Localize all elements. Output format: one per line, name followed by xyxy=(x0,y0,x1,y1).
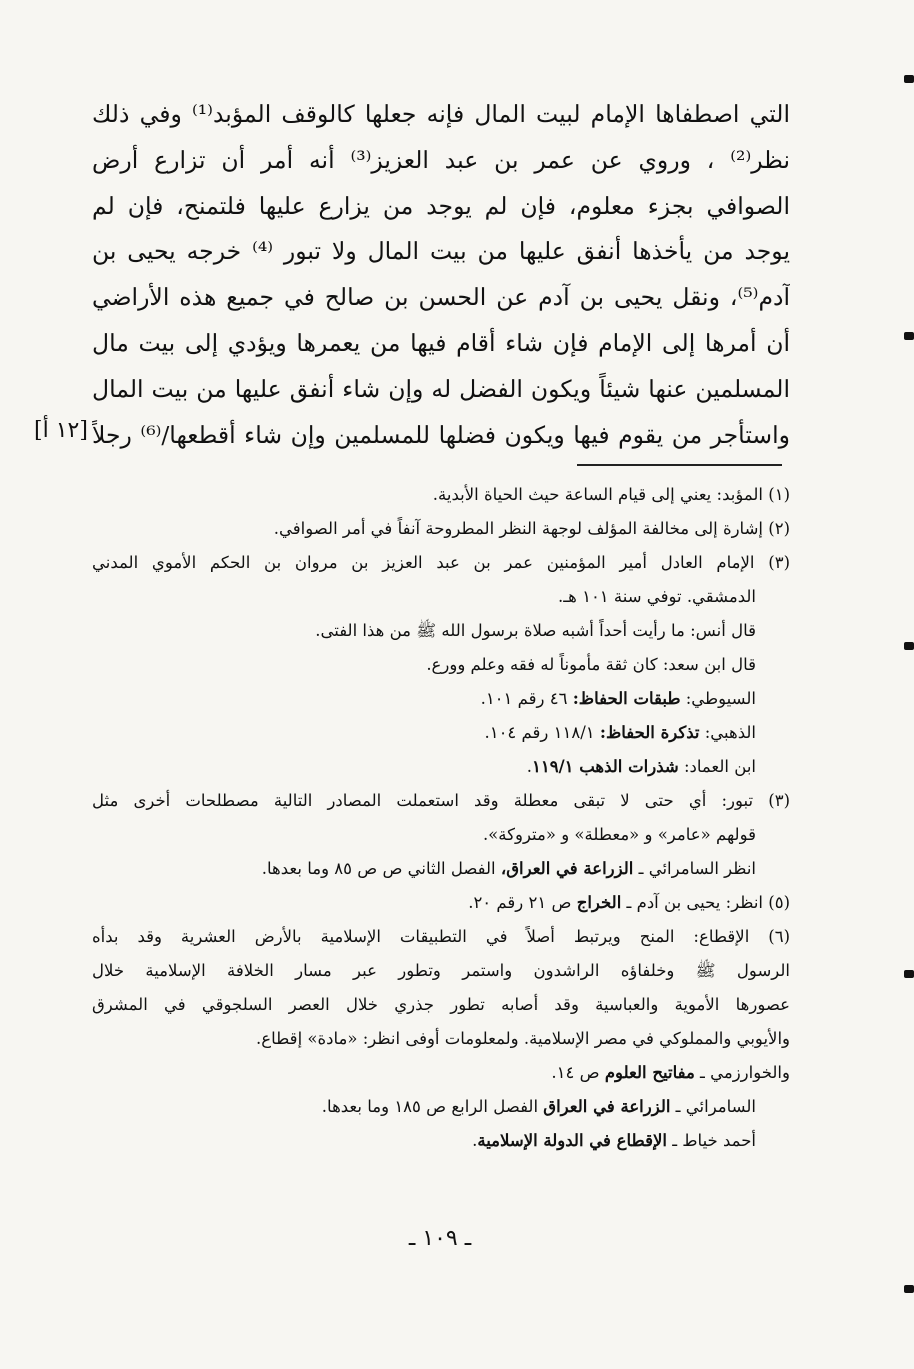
footnotes-block xyxy=(92,478,790,1158)
main-line-7: المسلمين عنها شيئاً ويكون الفضل له وإن شاء أنفق عليها من بيت المال xyxy=(92,374,790,403)
footnote-6-ref-samarrai xyxy=(92,1090,790,1124)
footnote-4-ref xyxy=(92,852,790,886)
main-line-3: الصوافي بجزء معلوم، فإن لم يوجد من يزارع عليها فلتمنح، فإن لم xyxy=(92,191,790,220)
footnote-3-line-2: الدمشقي. توفي سنة ١٠١ هـ. xyxy=(558,587,756,606)
ref-detail: . xyxy=(526,757,532,776)
scan-edge-mark xyxy=(904,75,914,83)
ref-detail: ص ١٤. xyxy=(551,1063,605,1082)
ref-detail: . xyxy=(472,1131,478,1150)
footnote-3-quote-anas: قال أنس: ما رأيت أحداً أشبه صلاة برسول الله ﷺ من هذا الفتى. xyxy=(315,621,756,640)
main-line-2: نظر⁽²⁾ ، وروي عن عمر بن عبد العزيز⁽³⁾ أنه أمر أن تزارع أرض xyxy=(92,145,790,174)
main-line-6: أن أمرها إلى الإمام فإن شاء أقام فيها من يعمرها ويؤدي إلى بيت مال xyxy=(92,328,790,357)
scan-edge-mark xyxy=(904,1285,914,1293)
main-text-block xyxy=(92,92,790,458)
ref-author: أحمد خياط ـ xyxy=(666,1131,756,1150)
footnote-3-quote-ibn-saad: قال ابن سعد: كان ثقة مأموناً له فقه وعلم وورع. xyxy=(426,655,756,674)
footnote-3-ref-suyuti xyxy=(92,682,790,716)
footnote-2: (٢) إشارة إلى مخالفة المؤلف لوجهة النظر المطروحة آنفاً في أمر الصوافي. xyxy=(273,519,790,538)
ref-author: والخوارزمي ـ xyxy=(694,1063,790,1082)
ref-title: الزراعة في العراق xyxy=(543,1097,671,1116)
scan-edge-mark xyxy=(904,332,914,340)
footnote-3-ref-ibn-imad xyxy=(92,750,790,784)
ref-title: الإقطاع في الدولة الإسلامية xyxy=(477,1131,667,1150)
ref-title: الخراج xyxy=(576,893,622,912)
ref-title: الزراعة في العراق، xyxy=(500,859,634,878)
footnote-5 xyxy=(92,886,790,920)
ref-detail: الفصل الثاني ص ص ٨٥ وما بعدها. xyxy=(261,859,501,878)
ref-title: شذرات الذهب ١١٩/١ xyxy=(531,757,679,776)
ref-author: (٥) انظر: يحيى بن آدم ـ xyxy=(621,893,790,912)
footnote-6-line-3: عصورها الأموية والعباسية وقد أصابه تطور جذري خلال العصر السلجوقي في المشرق xyxy=(92,995,790,1014)
footnote-3-ref-dhahabi xyxy=(92,716,790,750)
footnote-1: (١) المؤبد: يعني إلى قيام الساعة حيث الحياة الأبدية. xyxy=(432,485,790,504)
page-number: ـ ١٠٩ ـ xyxy=(408,1226,472,1251)
ref-author: انظر السامرائي ـ xyxy=(633,859,756,878)
ref-author: الذهبي: xyxy=(699,723,756,742)
ref-title: تذكرة الحفاظ: xyxy=(599,723,700,742)
ref-author: ابن العماد: xyxy=(678,757,756,776)
footnote-6-ref-khayyat xyxy=(92,1124,790,1158)
ref-detail: ص ٢١ رقم ٢٠. xyxy=(468,893,577,912)
footnote-6-ref-khwarizmi xyxy=(92,1056,790,1090)
scan-edge-mark xyxy=(904,642,914,650)
ref-detail: ١١٨/١ رقم ١٠٤. xyxy=(484,723,600,742)
ref-title: مفاتيح العلوم xyxy=(604,1063,695,1082)
main-line-1: التي اصطفاها الإمام لبيت المال فإنه جعلها كالوقف المؤبد⁽¹⁾ وفي ذلك xyxy=(92,100,790,128)
ref-detail: الفصل الرابع ص ١٨٥ وما بعدها. xyxy=(321,1097,544,1116)
main-line-8: واستأجر من يقوم فيها ويكون فضلها للمسلمين وإن شاء أقطعها/⁽⁶⁾ رجلاً xyxy=(92,420,790,449)
footnote-4-line-2: قولهم «عامر» و «معطلة» و «متروكة». xyxy=(482,825,756,844)
scan-edge-mark xyxy=(904,970,914,978)
main-line-4: يوجد من يأخذها أنفق عليها من بيت المال ولا تبور ⁽⁴⁾ خرجه يحيى بن xyxy=(92,237,790,266)
footnote-separator xyxy=(577,464,782,466)
footnote-6-line-4: والأيوبي والمملوكي في مصر الإسلامية. ولمعلومات أوفى انظر: «مادة» إقطاع. xyxy=(256,1029,790,1048)
footnote-6-line-1: (٦) الإقطاع: المنح ويرتبط أصلاً في التطبيقات الإسلامية بالأرض العشرية وقد بدأه xyxy=(92,927,790,946)
footnote-4-line-1: (٣) تبور: أي حتى لا تبقى معطلة وقد استعملت المصادر التالية مصطلحات أخرى مثل xyxy=(92,791,790,810)
manuscript-folio-reference: [١٢ أ] xyxy=(34,418,88,443)
ref-author: السامرائي ـ xyxy=(670,1097,756,1116)
main-line-5: آدم⁽⁵⁾، ونقل يحيى بن آدم عن الحسن بن صالح في جميع هذه الأراضي xyxy=(92,283,790,312)
ref-detail: ٤٦ رقم ١٠١. xyxy=(480,689,573,708)
ref-author: السيوطي: xyxy=(680,689,756,708)
ref-title: طبقات الحفاظ: xyxy=(572,689,681,708)
footnote-3-line-1: (٣) الإمام العادل أمير المؤمنين عمر بن عبد العزيز بن مروان بن الحكم الأموي المدني xyxy=(92,553,790,572)
footnote-6-line-2: الرسول ﷺ وخلفاؤه الراشدون واستمر وتطور عبر مسار الخلافة الإسلامية خلال xyxy=(92,961,790,980)
